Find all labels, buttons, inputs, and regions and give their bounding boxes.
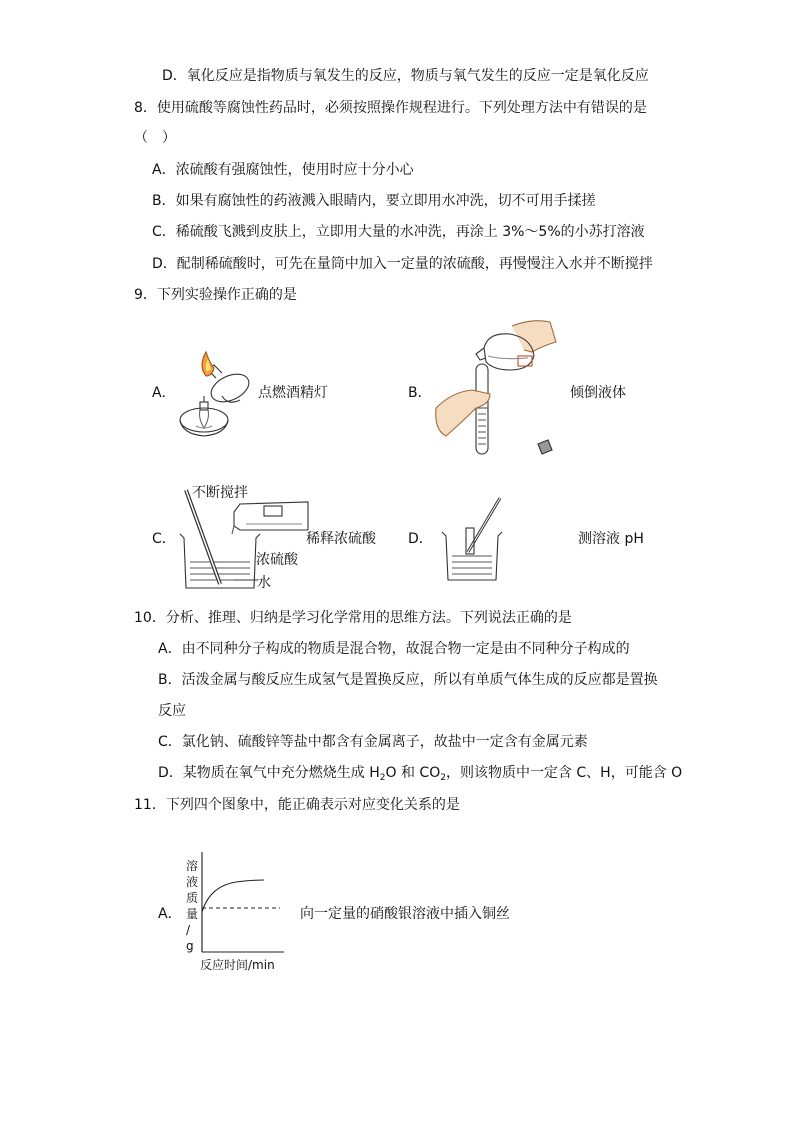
q10-option-b-line2: 反应 (158, 703, 186, 719)
q11-stem: 11．下列四个图象中，能正确表示对应变化关系的是 (134, 797, 460, 813)
q9-c-caption: 稀释浓硫酸 (306, 531, 376, 547)
q9-b-letter: B． (408, 385, 432, 401)
q9-b-caption: 倾倒液体 (570, 385, 626, 401)
y-label-char: g (186, 939, 194, 953)
y-label-char: / (186, 923, 191, 937)
q10-option-c: C．氯化钠、硫酸锌等盐中都含有金属离子，故盐中一定含有金属元素 (158, 734, 588, 750)
q10-option-d-part3: ，则该物质中一定含 C、H，可能含 O (445, 765, 683, 781)
ph-test-figure (440, 492, 510, 584)
q8-option-d: D．配制稀硫酸时，可先在量筒中加入一定量的浓硫酸，再慢慢注入水并不断搅拌 (152, 256, 653, 272)
q11-a-caption: 向一定量的硝酸银溶液中插入铜丝 (300, 906, 510, 922)
q8-stem: 8．使用硫酸等腐蚀性药品时，必须按照操作规程进行。下列处理方法中有错误的是 (134, 100, 647, 116)
q9-a-caption: 点燃酒精灯 (258, 385, 328, 401)
q10-option-d (158, 763, 682, 788)
q11-a-graph (196, 852, 286, 956)
q8-option-b: B．如果有腐蚀性的药液溅入眼睛内，要立即用水冲洗，切不可用手揉搓 (152, 193, 596, 209)
q10-stem: 10．分析、推理、归纳是学习化学常用的思维方法。下列说法正确的是 (134, 610, 572, 626)
q9-c-letter: C． (152, 531, 176, 547)
y-label-char: 溶 (186, 859, 199, 873)
q10-option-d-sub2: 2 (440, 773, 446, 783)
q7-option-d: D．氧化反应是指物质与氧发生的反应，物质与氧气发生的反应一定是氧化反应 (162, 68, 649, 84)
q10-option-a: A．由不同种分子构成的物质是混合物，故混合物一定是由不同种分子构成的 (158, 641, 630, 657)
q8-option-c: C．稀硫酸飞溅到皮肤上，立即用大量的水冲洗，再涂上 3%～5%的小苏打溶液 (152, 224, 645, 240)
mass-curve (202, 880, 264, 952)
y-label-char: 量 (186, 907, 199, 921)
water-pointer-line (234, 560, 258, 586)
y-label-char: 液 (186, 875, 199, 889)
q9-d-caption: 测溶液 pH (578, 531, 644, 547)
q9-d-letter: D． (408, 531, 433, 547)
q9-c-label-stir: 不断搅拌 (192, 485, 248, 501)
alcohol-lamp-figure (170, 348, 258, 440)
q8-option-a: A．浓硫酸有强腐蚀性，使用时应十分小心 (152, 162, 414, 178)
q9-c-label-acid: 浓硫酸 (256, 552, 298, 568)
y-label-char: 质 (186, 891, 199, 905)
q10-option-d-sub1: 2 (379, 773, 386, 783)
pouring-liquid-figure (432, 312, 562, 462)
q11-a-x-axis-label: 反应时间/min (200, 958, 275, 972)
q10-option-d-part1: D．某物质在氧气中充分燃烧生成 H (158, 765, 380, 781)
q10-option-d-part2: O 和 CO (385, 765, 441, 781)
q8-answer-paren: （ ） (134, 130, 176, 146)
q10-option-b-line1: B．活泼金属与酸反应生成氢气是置换反应，所以有单质气体生成的反应都是置换 (158, 672, 658, 688)
q9-c-label-water: 水 (257, 575, 271, 591)
q11-a-letter: A． (158, 906, 182, 922)
q9-a-letter: A． (152, 385, 176, 401)
q9-stem: 9．下列实验操作正确的是 (134, 287, 297, 303)
